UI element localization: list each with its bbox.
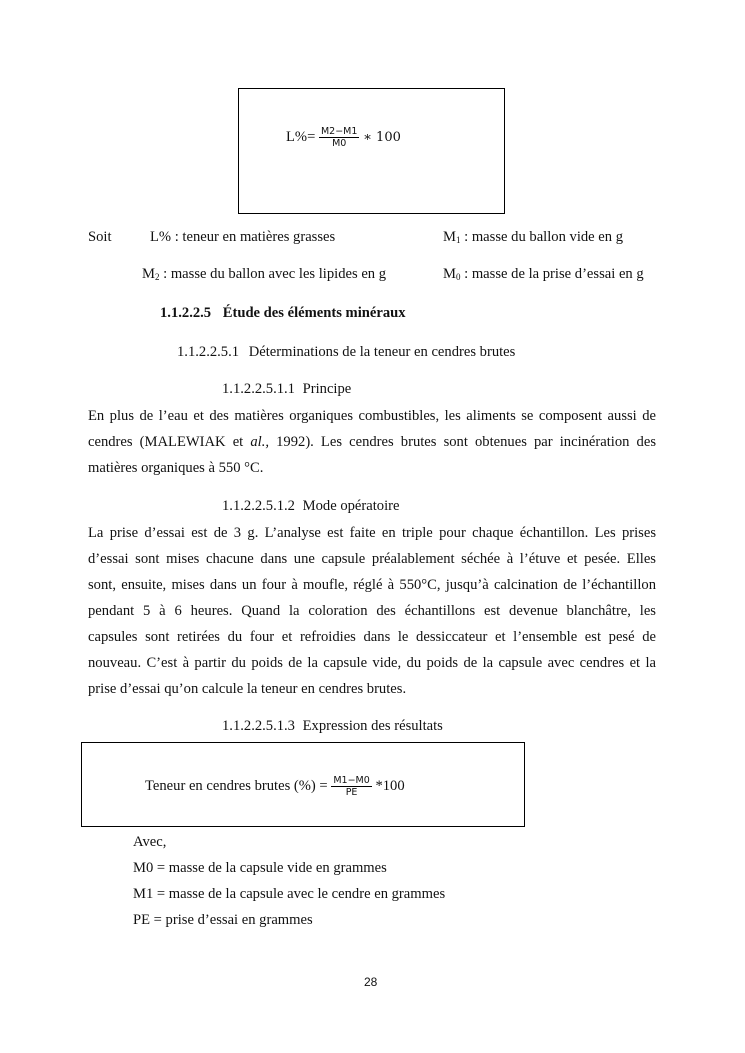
mode-line: prise d’essai qu’on calcule la teneur en cendres brutes.: [88, 681, 407, 697]
heading-determination-title: Déterminations de la teneur en cendres brutes: [248, 344, 516, 360]
heading-mode: [222, 498, 399, 515]
principe-line-2a: cendres (MALEWIAK et: [88, 434, 251, 450]
heading-mineraux: [160, 305, 406, 322]
formula-ash-denominator: PE: [345, 787, 358, 798]
formula-ash-lhs: Teneur en cendres brutes (%) =: [145, 778, 328, 794]
legend-m0-definition: [443, 266, 644, 283]
page-number: 28: [364, 975, 378, 989]
avec-m0: M0 = masse de la capsule vide en grammes: [133, 860, 387, 876]
formula-ash: [145, 775, 405, 798]
legend-soit: Soit: [88, 229, 112, 245]
formula-ash-fraction: [331, 775, 371, 798]
mode-line: d’essai sont mises chacune dans une capsule préalablement séchée à l’étuve et pesée. Elles: [88, 551, 656, 567]
mode-paragraph: [88, 520, 656, 702]
legend-l-definition: L% : teneur en matières grasses: [150, 229, 336, 245]
heading-mode-number: 1.1.2.2.5.1.2: [222, 498, 295, 514]
heading-determination: [177, 344, 515, 361]
principe-line-3: matières organiques à 550 °C.: [88, 460, 264, 476]
formula-lipids: [286, 126, 401, 149]
principe-paragraph: [88, 403, 656, 481]
formula-ash-numerator: M1−M0: [333, 775, 370, 786]
legend-m2-subscript: 2: [154, 272, 160, 282]
heading-expression-title: Expression des résultats: [302, 718, 443, 734]
legend-m0-subscript: 0: [455, 272, 461, 282]
mode-line: pendant 5 à 6 heures. Quand la coloration des échantillons est devenue blanchâtre, les: [88, 603, 656, 619]
legend-m1-subscript: 1: [455, 235, 461, 245]
legend-m0-symbol: M: [443, 266, 456, 282]
legend-m2-symbol: M: [142, 266, 155, 282]
legend-m1-text: : masse du ballon vide en g: [460, 229, 624, 245]
heading-principe-title: Principe: [302, 381, 352, 397]
formula-fraction: [319, 126, 359, 149]
heading-determination-number: 1.1.2.2.5.1: [177, 344, 240, 360]
mode-line: nouveau. C’est à partir du poids de la capsule vide, du poids de la capsule avec cendres et la: [88, 655, 656, 671]
heading-mineraux-title: Étude des éléments minéraux: [222, 305, 406, 321]
formula-box-lipids: [238, 88, 505, 214]
principe-line-2b: 1992). Les cendres brutes sont obtenues par incinération des: [269, 434, 656, 450]
principe-line-1: En plus de l’eau et des matières organiques combustibles, les aliments se composent aussi de: [88, 408, 656, 424]
mode-line: capsules sont retirées du four et refroidies dans le dessiccateur et l’ensemble est pesé de: [88, 629, 656, 645]
avec-m1: M1 = masse de la capsule avec le cendre en grammes: [133, 886, 446, 902]
heading-principe-number: 1.1.2.2.5.1.1: [222, 381, 295, 397]
heading-expression-number: 1.1.2.2.5.1.3: [222, 718, 295, 734]
heading-principe: [222, 381, 351, 398]
legend-m2-definition: [142, 266, 386, 283]
principe-line-2: [88, 429, 656, 455]
legend-m0-text: : masse de la prise d’essai en g: [460, 266, 644, 282]
mode-line: sont, ensuite, mises dans un four à moufle, réglé à 550°C, jusqu’à calcination de l’échantillon: [88, 577, 656, 593]
heading-mode-title: Mode opératoire: [302, 498, 400, 514]
legend-m2-text: : masse du ballon avec les lipides en g: [159, 266, 387, 282]
principe-line-2-italic: al.,: [250, 434, 270, 450]
formula-lhs: L%=: [286, 129, 316, 145]
formula-denominator: M0: [332, 138, 347, 149]
formula-rhs: ∗ 100: [363, 130, 401, 145]
legend-m1-symbol: M: [443, 229, 456, 245]
legend-m1-definition: [443, 229, 623, 246]
mode-line: La prise d’essai est de 3 g. L’analyse est faite en triple pour chaque échantillon. Les prises: [88, 525, 656, 541]
heading-mineraux-number: 1.1.2.2.5: [160, 305, 212, 321]
avec-intro: Avec,: [133, 834, 167, 850]
formula-ash-rhs: *100: [375, 778, 405, 794]
formula-numerator: M2−M1: [320, 126, 358, 137]
avec-pe: PE = prise d’essai en grammes: [133, 912, 313, 928]
heading-expression: [222, 718, 443, 735]
